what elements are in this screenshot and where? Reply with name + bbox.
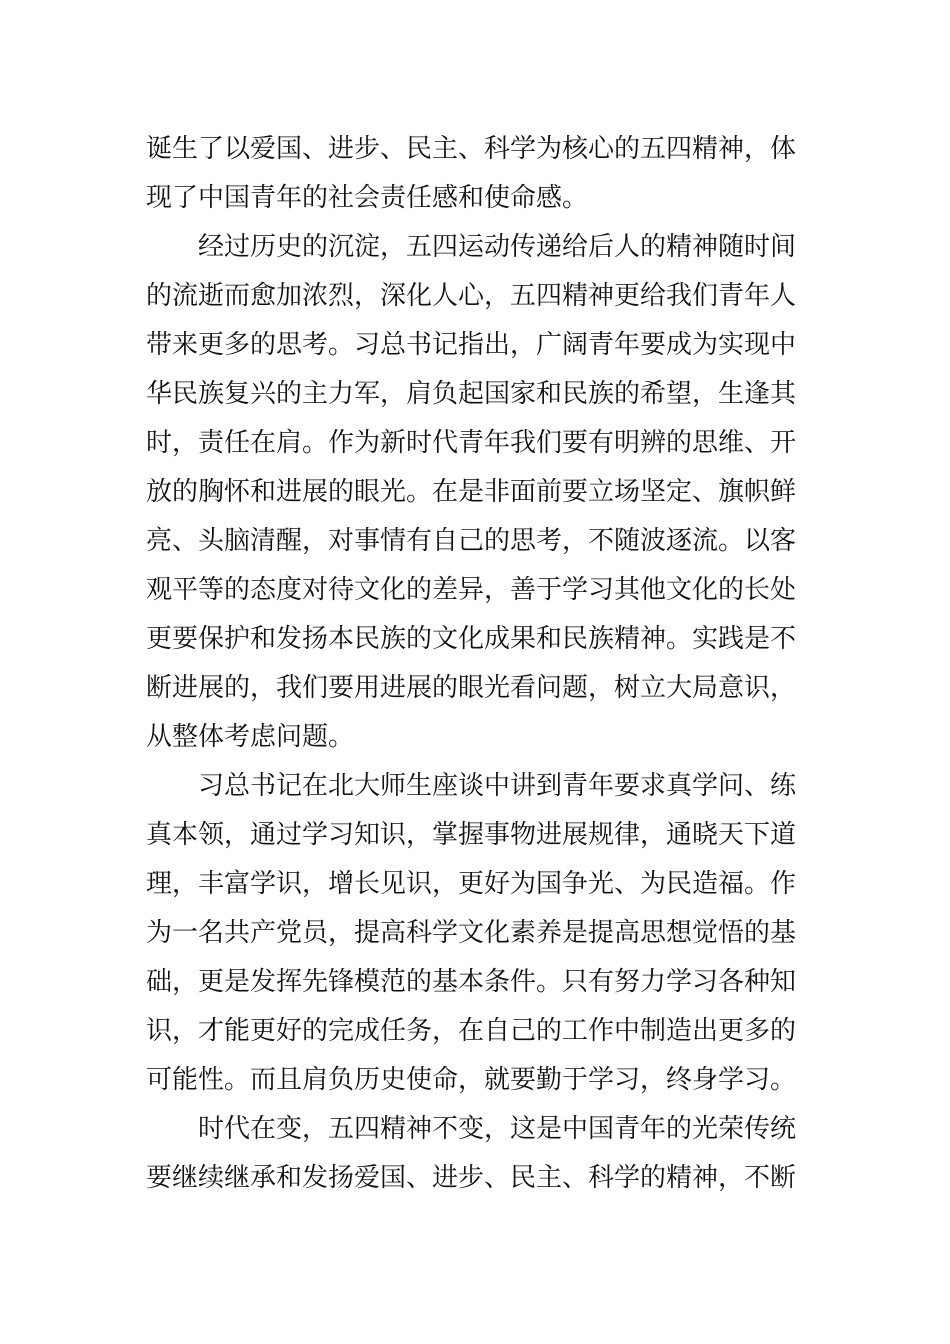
text-line: 带来更多的思考。习总书记指出，广阔青年要成为实现中 — [146, 330, 797, 360]
text-line: 从整体考虑问题。 — [146, 722, 355, 752]
text-line: 放的胸怀和进展的眼光。在是非面前要立场坚定、旗帜鲜 — [146, 477, 797, 507]
document-body — [146, 125, 808, 1203]
text-line: 现了中国青年的社会责任感和使命感。 — [146, 183, 589, 213]
text-line: 诞生了以爱国、进步、民主、科学为核心的五四精神，体 — [146, 134, 797, 164]
paragraph-first-line: 时代在变，五四精神不变，这是中国青年的光荣传统 — [198, 1114, 797, 1144]
text-line: 理，丰富学识，增长见识，更好为国争光、为民造福。作 — [146, 869, 797, 899]
text-line: 要继续继承和发扬爱国、进步、民主、科学的精神，不断 — [146, 1163, 797, 1193]
text-line: 时，责任在肩。作为新时代青年我们要有明辨的思维、开 — [146, 428, 797, 458]
paragraph-first-line: 习总书记在北大师生座谈中讲到青年要求真学问、练 — [198, 771, 797, 801]
text-line: 观平等的态度对待文化的差异，善于学习其他文化的长处 — [146, 575, 797, 605]
text-line: 础，更是发挥先锋模范的基本条件。只有努力学习各种知 — [146, 967, 797, 997]
text-line: 真本领，通过学习知识，掌握事物进展规律，通晓天下道 — [146, 820, 797, 850]
text-line: 亮、头脑清醒，对事情有自己的思考，不随波逐流。以客 — [146, 526, 797, 556]
paragraph-first-line: 经过历史的沉淀，五四运动传递给后人的精神随时间 — [198, 232, 797, 262]
text-line: 断进展的，我们要用进展的眼光看问题，树立大局意识， — [146, 673, 797, 703]
text-line: 更要保护和发扬本民族的文化成果和民族精神。实践是不 — [146, 624, 797, 654]
text-line: 可能性。而且肩负历史使命，就要勤于学习，终身学习。 — [146, 1065, 797, 1095]
text-line: 为一名共产党员，提高科学文化素养是提高思想觉悟的基 — [146, 918, 797, 948]
text-line: 的流逝而愈加浓烈，深化人心，五四精神更给我们青年人 — [146, 281, 797, 311]
text-line: 识，才能更好的完成任务，在自己的工作中制造出更多的 — [146, 1016, 797, 1046]
text-line: 华民族复兴的主力军，肩负起国家和民族的希望，生逢其 — [146, 379, 797, 409]
